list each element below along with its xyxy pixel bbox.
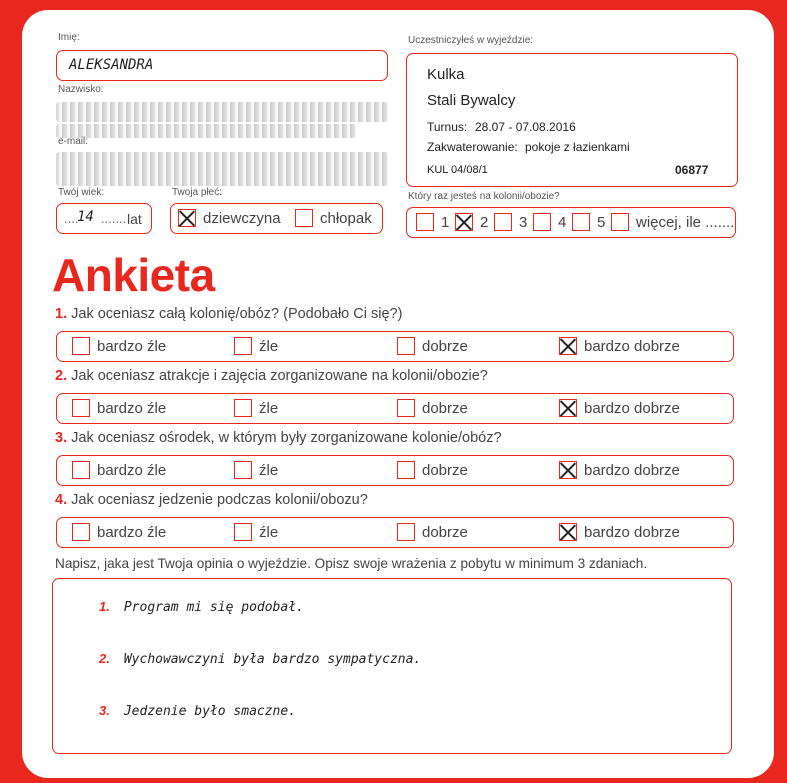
opinion-textarea[interactable]: [52, 578, 732, 754]
answer-1: 1. Program mi się podobał.: [99, 599, 304, 615]
times-option-4[interactable]: 4: [533, 213, 566, 231]
camp-label: Uczestniczyłeś w wyjeździe:: [408, 35, 534, 46]
q3-option-good[interactable]: dobrze: [397, 461, 468, 479]
question-1-options: [56, 331, 734, 362]
name-field[interactable]: [56, 50, 388, 81]
opinion-prompt: Napisz, jaka jest Twoja opinia o wyjeździe. Opisz swoje wrażenia z pobytu w minimum 3 zdaniach.: [55, 556, 648, 571]
age-label: Twój wiek:: [58, 187, 105, 198]
question-3-options: [56, 455, 734, 486]
q4-option-bad[interactable]: źle: [234, 523, 278, 541]
survey-sheet: [22, 10, 774, 778]
gender-female-label: dziewczyna: [203, 209, 281, 227]
times-label: Który raz jesteś na kolonii/obozie?: [408, 191, 560, 202]
question-2-options: [56, 393, 734, 424]
camp-info-box: [406, 53, 738, 187]
question-4: 4. Jak oceniasz jedzenie podczas kolonii/obozu?: [55, 492, 368, 508]
question-1: 1. Jak oceniasz całą kolonię/obóz? (Podobało Ci się?): [55, 306, 403, 322]
question-4-options: [56, 517, 734, 548]
q3-option-bad[interactable]: źle: [234, 461, 278, 479]
email-redacted: [56, 152, 388, 186]
gender-male-label: chłopak: [320, 209, 372, 227]
answer-2: 2. Wychowawczyni była bardzo sympatyczna.: [99, 651, 422, 667]
question-2: 2. Jak oceniasz atrakcje i zajęcia zorganizowane na kolonii/obozie?: [55, 368, 488, 384]
q3-option-very-bad[interactable]: bardzo źle: [72, 461, 166, 479]
times-option-2[interactable]: 2: [455, 213, 488, 231]
age-value: 14: [77, 209, 94, 225]
times-option-5[interactable]: 5: [572, 213, 605, 231]
times-option-3[interactable]: 3: [494, 213, 527, 231]
camp-code: KUL 04/08/1: [427, 164, 488, 176]
gender-option-female[interactable]: [178, 209, 281, 227]
q2-option-good[interactable]: dobrze: [397, 399, 468, 417]
q3-option-very-good[interactable]: bardzo dobrze: [559, 461, 680, 479]
answer-3: 3. Jedzenie było smaczne.: [99, 703, 297, 719]
name-value: ALEKSANDRA: [69, 57, 154, 73]
times-group: [406, 207, 736, 238]
q1-option-bad[interactable]: źle: [234, 337, 278, 355]
gender-group: [170, 203, 383, 234]
name-label: Imię:: [58, 32, 80, 43]
q2-option-very-bad[interactable]: bardzo źle: [72, 399, 166, 417]
turnus-label: Turnus:: [427, 120, 468, 134]
times-option-1[interactable]: 1: [416, 213, 449, 231]
q4-option-good[interactable]: dobrze: [397, 523, 468, 541]
q1-option-good[interactable]: dobrze: [397, 337, 468, 355]
survey-title: Ankieta: [52, 249, 215, 301]
q1-option-very-bad[interactable]: bardzo źle: [72, 337, 166, 355]
gender-option-male[interactable]: [295, 209, 372, 227]
q2-option-very-good[interactable]: bardzo dobrze: [559, 399, 680, 417]
q2-option-bad[interactable]: źle: [234, 399, 278, 417]
email-label: e-mail:: [58, 136, 89, 147]
camp-line1: Kulka: [427, 66, 465, 83]
surname-redacted: [56, 102, 388, 122]
age-unit: lat: [127, 211, 142, 227]
turnus-value: 28.07 - 07.08.2016: [475, 120, 576, 134]
times-option-more[interactable]: więcej, ile .......: [611, 213, 734, 231]
surname-label: Nazwisko:: [58, 84, 104, 95]
q4-option-very-bad[interactable]: bardzo źle: [72, 523, 166, 541]
question-3: 3. Jak oceniasz ośrodek, w którym były zorganizowane kolonie/obóz?: [55, 430, 502, 446]
gender-label: Twoja płeć:: [172, 187, 223, 198]
accommodation-label: Zakwaterowanie:: [427, 140, 518, 154]
camp-line2: Stali Bywalcy: [427, 92, 516, 109]
age-field[interactable]: .... 14 ....... lat: [56, 203, 152, 234]
gender-male-checkbox[interactable]: [295, 209, 313, 227]
gender-female-checkbox[interactable]: [178, 209, 196, 227]
q4-option-very-good[interactable]: bardzo dobrze: [559, 523, 680, 541]
camp-number: 06877: [675, 163, 709, 177]
surname-redacted-2: [56, 124, 356, 138]
q1-option-very-good[interactable]: bardzo dobrze: [559, 337, 680, 355]
accommodation-value: pokoje z łazienkami: [525, 140, 630, 154]
